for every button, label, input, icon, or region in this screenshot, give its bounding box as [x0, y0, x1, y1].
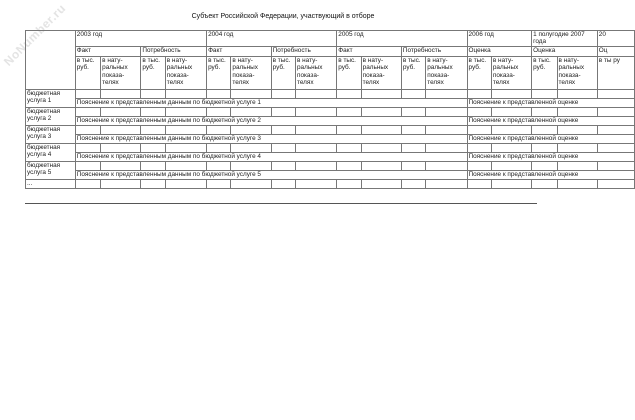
data-cell[interactable] — [361, 143, 401, 152]
service-row — [26, 107, 635, 116]
service-note-row — [26, 134, 635, 143]
data-cell[interactable] — [231, 107, 271, 116]
service-row — [26, 89, 635, 98]
data-cell[interactable] — [401, 143, 425, 152]
estimate-note: Пояснение к представленной оценке — [467, 152, 634, 161]
unit-natural-header: в нату-ральных показа-телях — [231, 56, 271, 89]
data-cell[interactable] — [165, 125, 206, 134]
unit-rub-header: в тыс. руб. — [141, 56, 165, 89]
data-cell[interactable] — [271, 107, 295, 116]
data-cell[interactable] — [231, 179, 271, 188]
data-cell[interactable] — [165, 143, 206, 152]
need-header: Потребность — [271, 46, 337, 56]
year-header: 2006 год — [467, 31, 532, 47]
unit-natural-header: в нату-ральных показа-телях — [361, 56, 401, 89]
data-cell[interactable] — [467, 125, 491, 134]
data-cell[interactable] — [426, 179, 467, 188]
data-cell[interactable] — [337, 161, 361, 170]
data-cell[interactable] — [141, 107, 165, 116]
data-cell[interactable] — [141, 89, 165, 98]
data-cell[interactable] — [207, 161, 231, 170]
service-note: Пояснение к представленным данным по бюджетной услуге 2 — [75, 116, 467, 125]
estimate-note: Пояснение к представленной оценке — [467, 116, 634, 125]
data-cell[interactable] — [467, 89, 491, 98]
data-cell[interactable] — [401, 89, 425, 98]
service-row — [26, 161, 635, 170]
estimate-note: Пояснение к представленной оценке — [467, 170, 634, 179]
data-cell[interactable] — [271, 179, 295, 188]
data-cell[interactable] — [532, 161, 557, 170]
data-cell[interactable] — [467, 143, 491, 152]
ellipsis-cell: ... — [26, 179, 76, 188]
fact-header: Факт — [75, 46, 141, 56]
service-note-row — [26, 152, 635, 161]
data-cell[interactable] — [295, 161, 336, 170]
data-cell[interactable] — [101, 107, 141, 116]
unit-rub-header: в ты ру — [597, 56, 634, 89]
service-row — [26, 125, 635, 134]
data-cell[interactable] — [491, 107, 531, 116]
unit-rub-header: в тыс. руб. — [207, 56, 231, 89]
data-cell[interactable] — [532, 125, 557, 134]
data-cell[interactable] — [101, 179, 141, 188]
data-cell[interactable] — [557, 89, 597, 98]
data-cell[interactable] — [532, 107, 557, 116]
service-label: бюджетная услуга 2 — [26, 107, 76, 125]
need-header: Потребность — [401, 46, 467, 56]
data-cell[interactable] — [361, 125, 401, 134]
service-label: бюджетная услуга 5 — [26, 161, 76, 179]
data-cell[interactable] — [491, 179, 531, 188]
data-cell[interactable] — [141, 161, 165, 170]
data-cell[interactable] — [337, 89, 361, 98]
data-cell[interactable] — [557, 143, 597, 152]
data-cell[interactable] — [361, 89, 401, 98]
data-cell[interactable] — [271, 125, 295, 134]
data-cell[interactable] — [361, 107, 401, 116]
data-cell[interactable] — [231, 89, 271, 98]
data-cell[interactable] — [295, 89, 336, 98]
data-cell[interactable] — [467, 179, 491, 188]
data-cell[interactable] — [401, 125, 425, 134]
data-cell[interactable] — [207, 143, 231, 152]
unit-rub-header: в тыс. руб. — [401, 56, 425, 89]
data-cell[interactable] — [337, 143, 361, 152]
estimate-header: Оценка — [467, 46, 532, 56]
data-table — [25, 30, 635, 189]
year-header: 2004 год — [207, 31, 337, 47]
data-cell[interactable] — [231, 143, 271, 152]
data-cell[interactable] — [271, 161, 295, 170]
service-label: бюджетная услуга 1 — [26, 89, 76, 107]
estimate-header: Оценка — [532, 46, 598, 56]
data-cell[interactable] — [401, 161, 425, 170]
service-note-row — [26, 170, 635, 179]
unit-rub-header: в тыс. руб. — [75, 56, 100, 89]
estimate-note: Пояснение к представленной оценке — [467, 134, 634, 143]
footer-divider — [25, 203, 537, 204]
data-cell[interactable] — [75, 89, 100, 98]
data-cell[interactable] — [295, 125, 336, 134]
unit-rub-header: в тыс. руб. — [532, 56, 557, 89]
data-cell[interactable] — [361, 161, 401, 170]
data-cell[interactable] — [491, 125, 531, 134]
unit-rub-header: в тыс. руб. — [467, 56, 491, 89]
data-cell[interactable] — [75, 143, 100, 152]
data-cell[interactable] — [207, 107, 231, 116]
data-cell[interactable] — [491, 161, 531, 170]
data-cell[interactable] — [75, 179, 100, 188]
unit-rub-header: в тыс. руб. — [271, 56, 295, 89]
data-cell[interactable] — [75, 161, 100, 170]
data-cell[interactable] — [426, 125, 467, 134]
data-cell[interactable] — [165, 89, 206, 98]
data-cell[interactable] — [101, 89, 141, 98]
data-cell[interactable] — [271, 143, 295, 152]
service-note: Пояснение к представленным данным по бюджетной услуге 3 — [75, 134, 467, 143]
service-note-row — [26, 116, 635, 125]
data-cell[interactable] — [207, 179, 231, 188]
data-cell[interactable] — [141, 143, 165, 152]
service-label: бюджетная услуга 4 — [26, 143, 76, 161]
data-cell[interactable] — [597, 161, 634, 170]
data-cell[interactable] — [426, 161, 467, 170]
corner-cell — [26, 31, 76, 90]
data-cell[interactable] — [597, 125, 634, 134]
data-cell[interactable] — [557, 179, 597, 188]
data-cell[interactable] — [207, 89, 231, 98]
data-cell[interactable] — [101, 143, 141, 152]
data-cell[interactable] — [557, 161, 597, 170]
data-cell[interactable] — [337, 125, 361, 134]
data-cell[interactable] — [165, 107, 206, 116]
unit-natural-header: в нату-ральных показа-телях — [557, 56, 597, 89]
data-cell[interactable] — [361, 179, 401, 188]
data-cell[interactable] — [165, 161, 206, 170]
data-cell[interactable] — [401, 107, 425, 116]
data-cell[interactable] — [295, 143, 336, 152]
data-cell[interactable] — [491, 143, 531, 152]
service-row — [26, 143, 635, 152]
data-cell[interactable] — [401, 179, 425, 188]
data-cell[interactable] — [337, 107, 361, 116]
data-cell[interactable] — [557, 125, 597, 134]
data-cell[interactable] — [75, 125, 100, 134]
data-cell[interactable] — [557, 107, 597, 116]
watermark: NoNumber.ru — [0, 1, 69, 69]
data-cell[interactable] — [467, 107, 491, 116]
data-cell[interactable] — [141, 125, 165, 134]
year-header: 2003 год — [75, 31, 206, 47]
data-cell[interactable] — [532, 89, 557, 98]
data-cell[interactable] — [532, 143, 557, 152]
data-cell[interactable] — [75, 107, 100, 116]
data-cell[interactable] — [532, 179, 557, 188]
data-cell[interactable] — [337, 179, 361, 188]
unit-natural-header: в нату-ральных показа-телях — [426, 56, 467, 89]
fact-header: Факт — [337, 46, 402, 56]
data-cell[interactable] — [467, 161, 491, 170]
data-cell[interactable] — [295, 179, 336, 188]
unit-natural-header: в нату-ральных показа-телях — [491, 56, 531, 89]
data-cell[interactable] — [597, 143, 634, 152]
unit-natural-header: в нату-ральных показа-телях — [101, 56, 141, 89]
data-cell[interactable] — [426, 89, 467, 98]
data-cell[interactable] — [231, 125, 271, 134]
year-header: 20 — [597, 31, 634, 47]
data-cell[interactable] — [295, 107, 336, 116]
service-note: Пояснение к представленным данным по бюджетной услуге 4 — [75, 152, 467, 161]
service-note: Пояснение к представленным данным по бюджетной услуге 1 — [75, 98, 467, 107]
service-note: Пояснение к представленным данным по бюджетной услуге 5 — [75, 170, 467, 179]
data-cell[interactable] — [597, 179, 634, 188]
estimate-header: Оц — [597, 46, 634, 56]
year-header: 1 полугодие 2007 года — [532, 31, 598, 47]
data-cell[interactable] — [271, 89, 295, 98]
estimate-note: Пояснение к представленной оценке — [467, 98, 634, 107]
data-cell[interactable] — [597, 107, 634, 116]
service-note-row — [26, 98, 635, 107]
data-cell[interactable] — [165, 179, 206, 188]
data-cell[interactable] — [491, 89, 531, 98]
data-cell[interactable] — [101, 161, 141, 170]
data-cell[interactable] — [207, 125, 231, 134]
need-header: Потребность — [141, 46, 207, 56]
service-label: бюджетная услуга 3 — [26, 125, 76, 143]
year-header: 2005 год — [337, 31, 467, 47]
data-table-wrapper — [25, 30, 620, 189]
unit-rub-header: в тыс. руб. — [337, 56, 361, 89]
unit-natural-header: в нату-ральных показа-телях — [295, 56, 336, 89]
data-cell[interactable] — [231, 161, 271, 170]
data-cell[interactable] — [426, 143, 467, 152]
data-cell[interactable] — [101, 125, 141, 134]
ellipsis-row — [26, 179, 635, 188]
fact-header: Факт — [207, 46, 272, 56]
page-title: Субъект Российской Федерации, участвующий в отборе — [191, 13, 375, 20]
data-cell[interactable] — [141, 179, 165, 188]
unit-natural-header: в нату-ральных показа-телях — [165, 56, 206, 89]
data-cell[interactable] — [426, 107, 467, 116]
data-cell[interactable] — [597, 89, 634, 98]
